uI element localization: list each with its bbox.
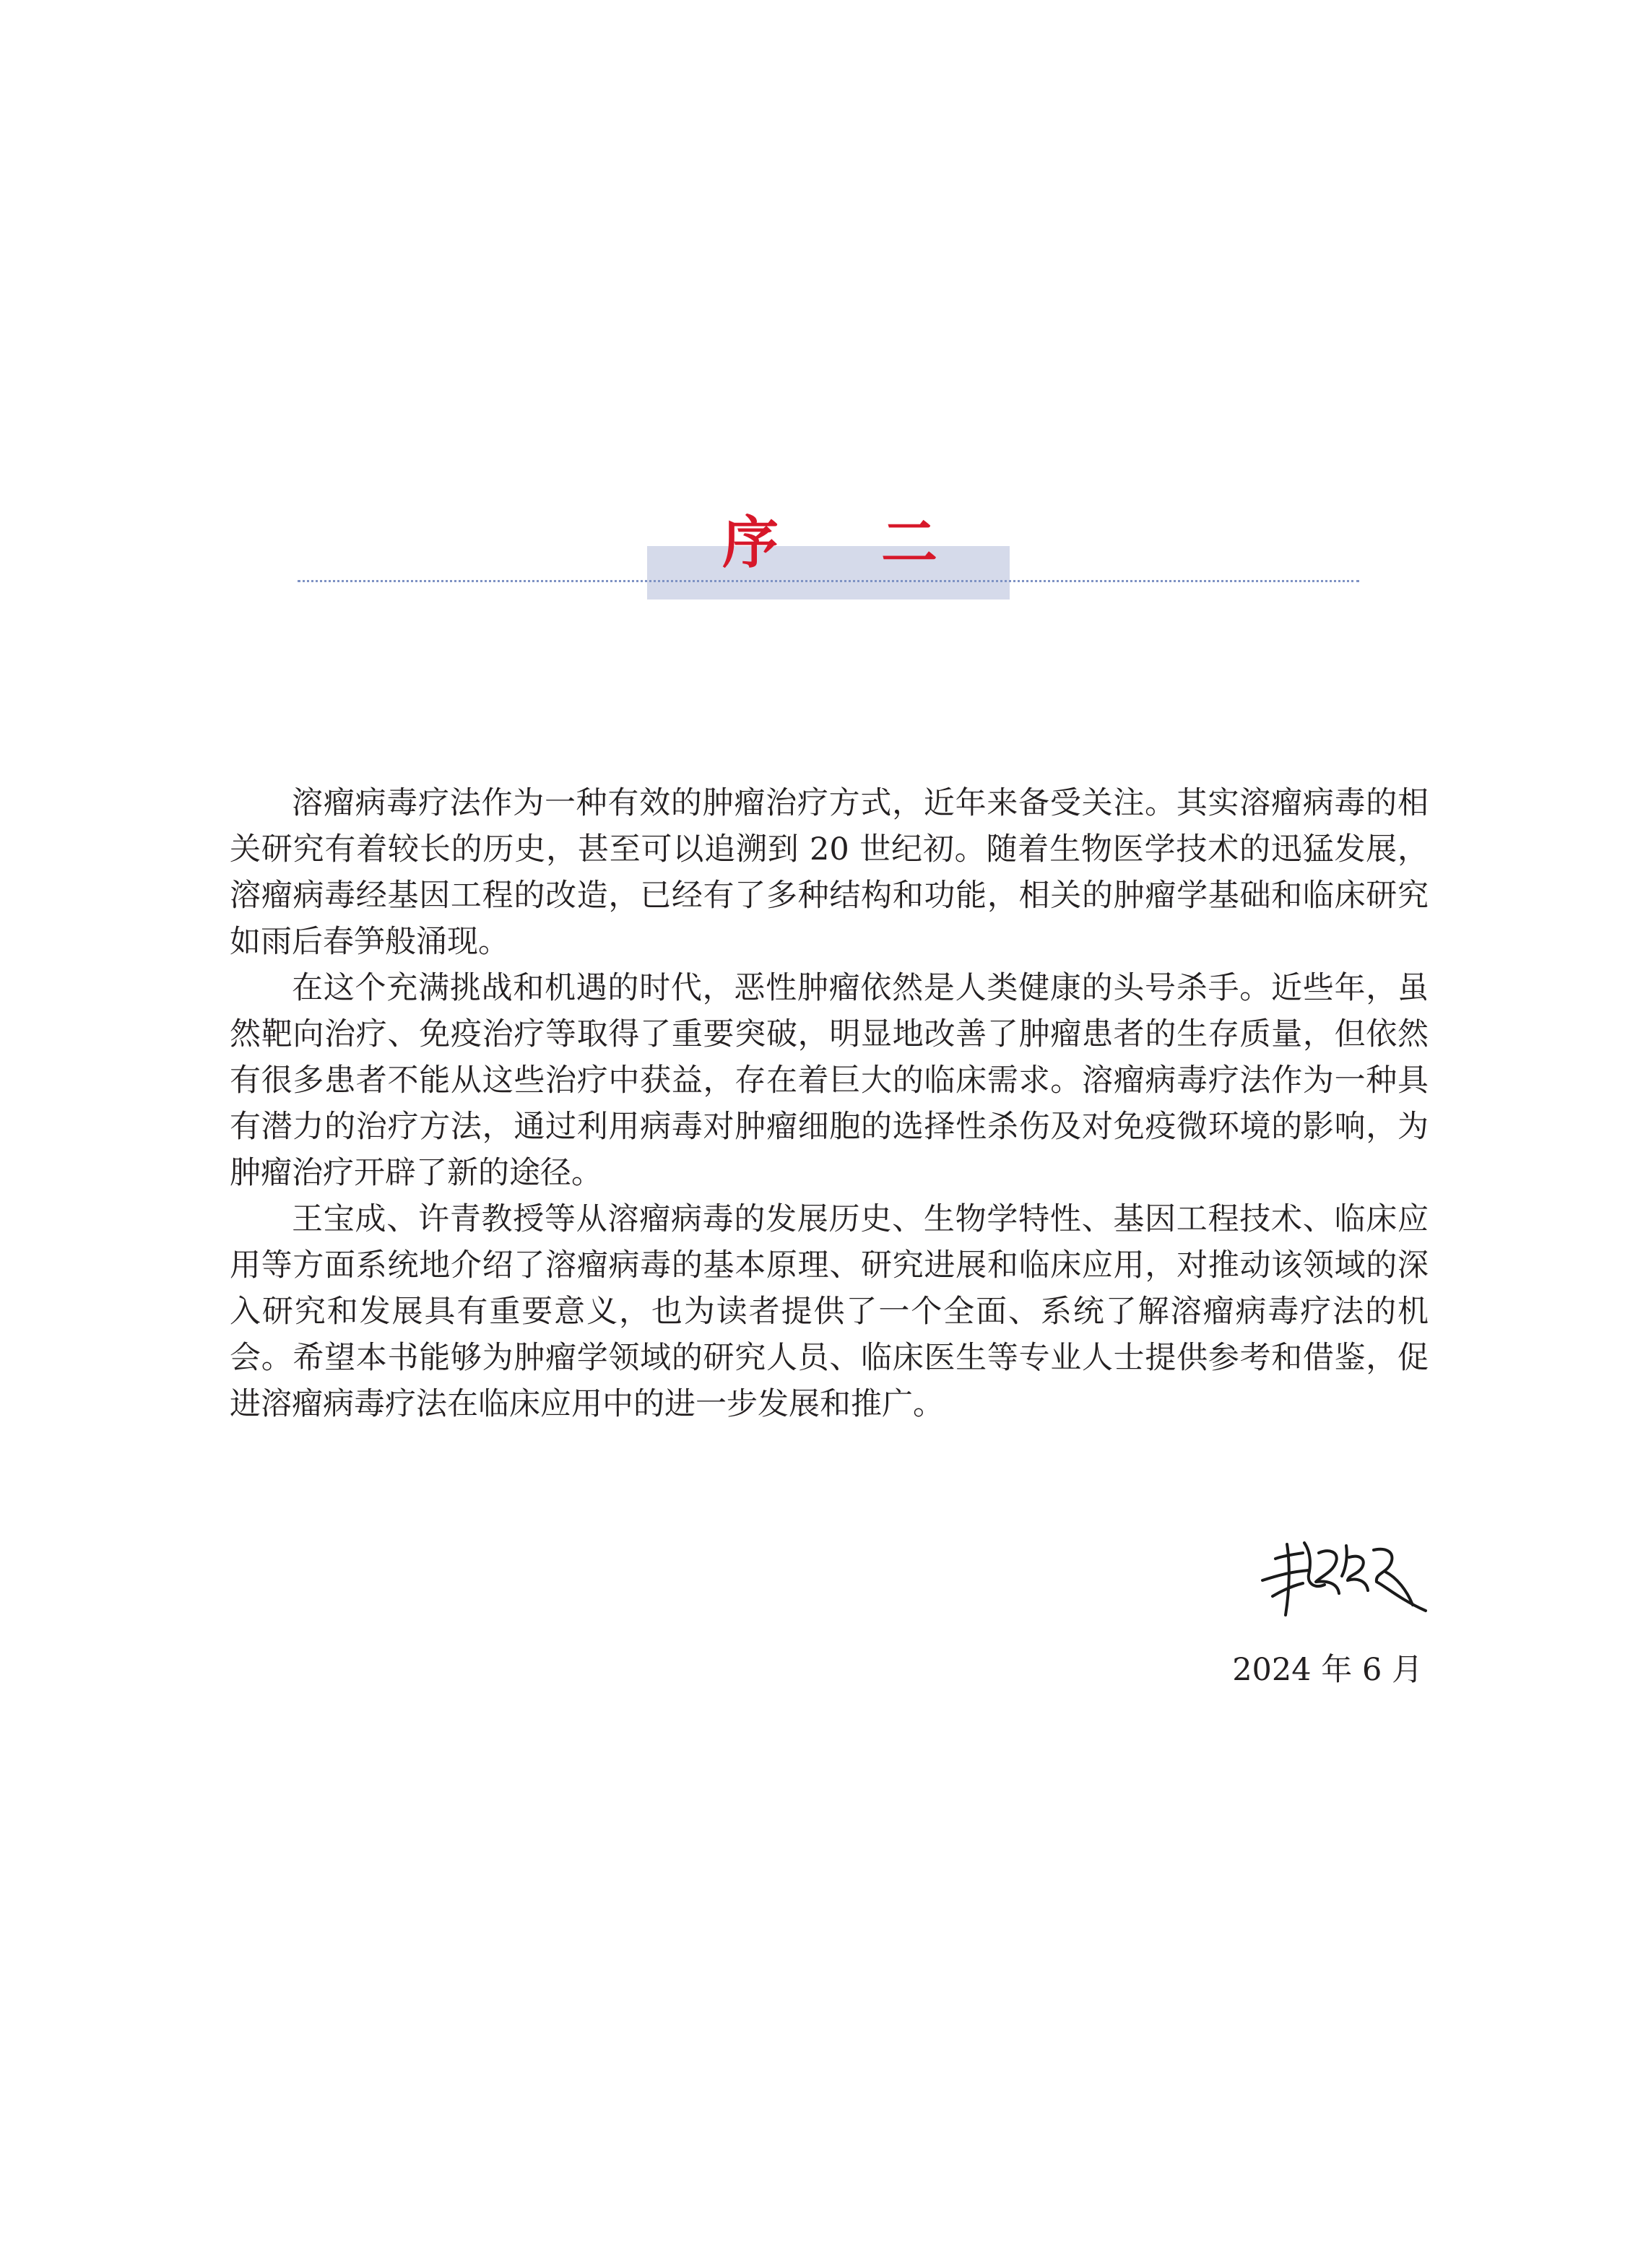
paragraph-3: 王宝成、许青教授等从溶瘤病毒的发展历史、生物学特性、基因工程技术、临床应用等方面系统地介绍了溶瘤病毒的基本原理、研究进展和临床应用，对推动该领域的深入研究和发展具有重要意义，也为读者提供了一个全面、系统了解溶瘤病毒疗法的机会。希望本书能够为肿瘤学领域的研究人员、临床医生等专业人士提供参考和借鉴，促进溶瘤病毒疗法在临床应用中的进一步发展和推广。 <box>230 1201 1429 1422</box>
page-title-char-2: 二 <box>881 511 938 576</box>
paragraph-1: 溶瘤病毒疗法作为一种有效的肿瘤治疗方式，近年来备受关注。其实溶瘤病毒的相关研究有着较长的历史，甚至可以追溯到 20 世纪初。随着生物医学技术的迅猛发展，溶瘤病毒经基因工程的改造，已经有了多种结构和功能，相关的肿瘤学基础和临床研究如雨后春笋般涌现。 <box>230 785 1429 960</box>
title-dotted-rule <box>298 580 1359 582</box>
title-highlight-band <box>647 546 1010 600</box>
paragraph-2: 在这个充满挑战和机遇的时代，恶性肿瘤依然是人类健康的头号杀手。近些年，虽然靶向治疗、免疫治疗等取得了重要突破，明显地改善了肿瘤患者的生存质量，但依然有很多患者不能从这些治疗中获益，存在着巨大的临床需求。溶瘤病毒疗法作为一种具有潜力的治疗方法，通过利用病毒对肿瘤细胞的选择性杀伤及对免疫微环境的影响，为肿瘤治疗开辟了新的途径。 <box>230 970 1429 1191</box>
date-line: 2024 年 6 月 <box>1232 1652 1423 1688</box>
preface-body <box>230 780 1429 1427</box>
page-title-char-1: 序 <box>722 511 779 576</box>
handwritten-signature-icon <box>1258 1530 1431 1624</box>
